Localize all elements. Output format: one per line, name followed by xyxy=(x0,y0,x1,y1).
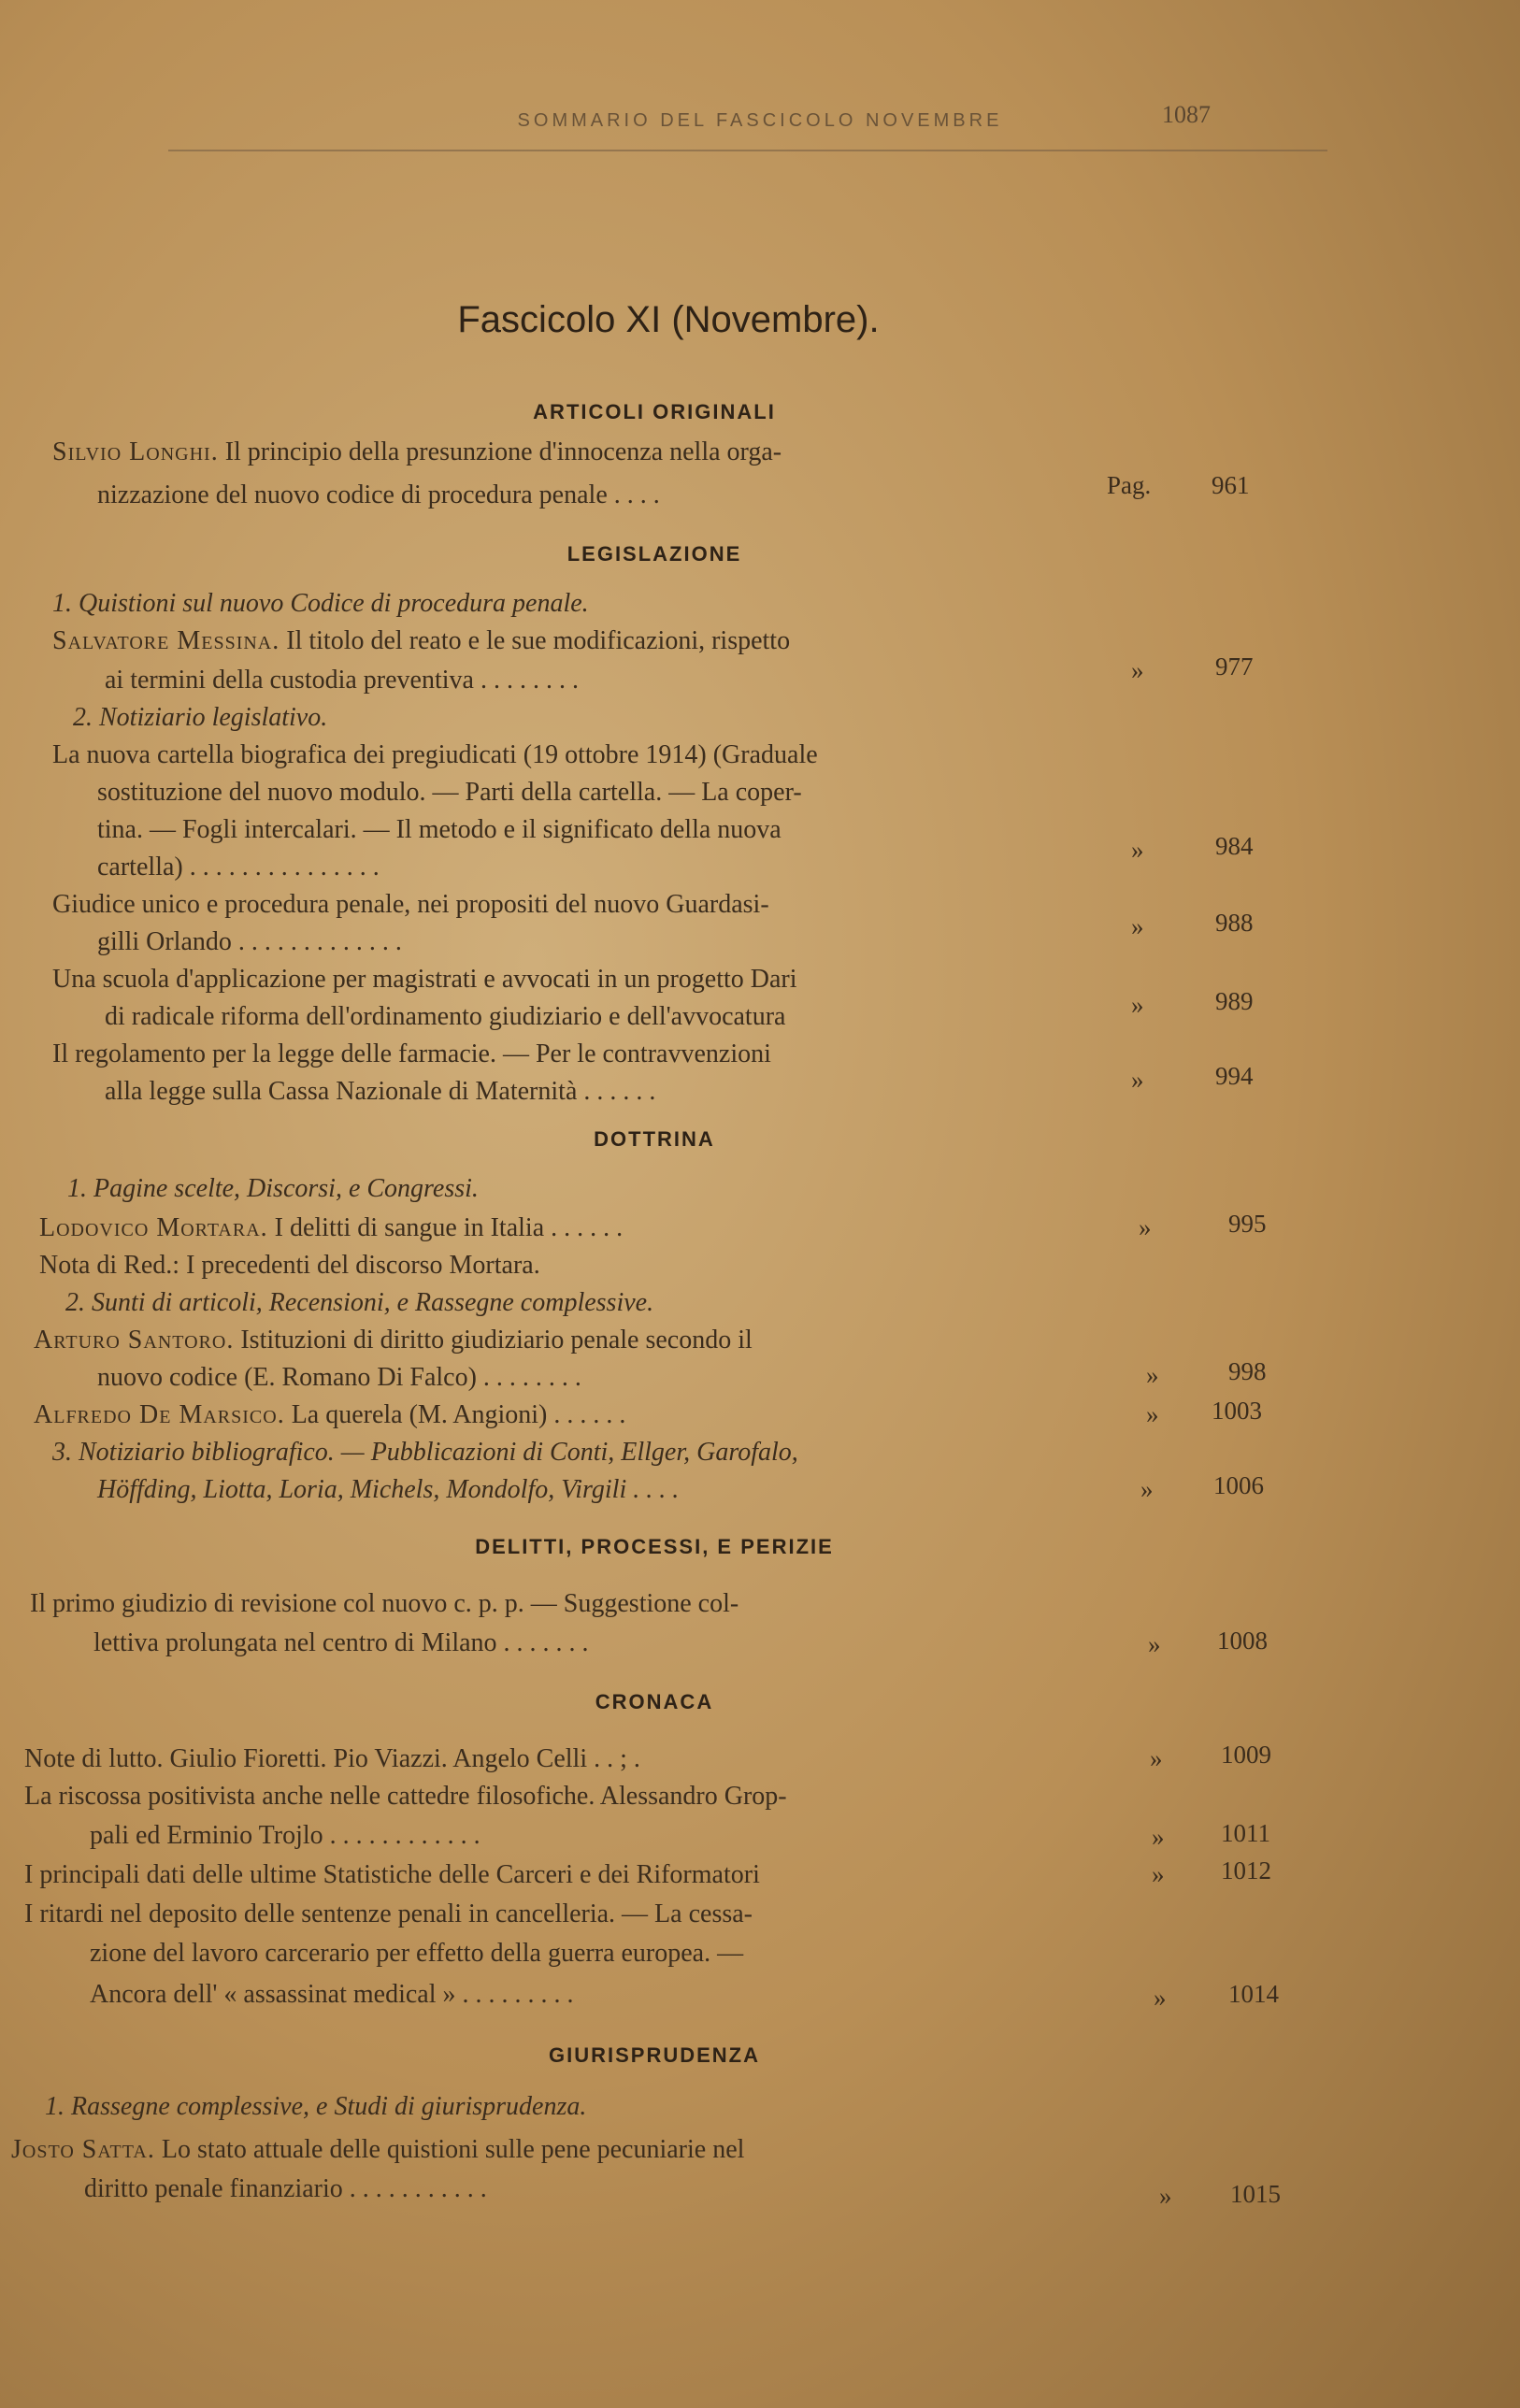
toc-entry-line: Ancora dell' « assassinat medical » . . . . . . . . . xyxy=(90,1980,574,2009)
toc-entry-line: La riscossa positivista anche nelle cattedre filosofiche. Alessandro Grop- xyxy=(24,1782,787,1811)
subsection-title: 1. Quistioni sul nuovo Codice di procedura penale. xyxy=(52,589,589,618)
section-heading-cronaca: CRONACA xyxy=(595,1690,714,1713)
toc-entry-line: zione del lavoro carcerario per effetto della guerra europea. — xyxy=(90,1939,744,1968)
ditto-mark: » xyxy=(1140,1475,1154,1503)
toc-entry-line: 3. Notiziario bibliografico. — Pubblicazioni di Conti, Ellger, Garofalo, xyxy=(52,1438,798,1467)
toc-entry-line: alla legge sulla Cassa Nazionale di Maternità . . . . . . xyxy=(105,1077,656,1106)
toc-entry-line: Alfredo De Marsico. La querela (M. Angioni) . . . . . . xyxy=(34,1400,626,1429)
page-ref: 998 xyxy=(1228,1357,1267,1385)
toc-entry-line: Josto Satta. Lo stato attuale delle quistioni sulle pene pecuniarie nel xyxy=(11,2135,745,2164)
running-head: SOMMARIO DEL FASCICOLO NOVEMBRE xyxy=(517,110,1003,131)
toc-entry-line: I ritardi nel deposito delle sentenze penali in cancelleria. — La cessa- xyxy=(24,1899,753,1928)
subsection-title: 2. Sunti di articoli, Recensioni, e Rassegne complessive. xyxy=(65,1288,654,1317)
toc-entry-line: cartella) . . . . . . . . . . . . . . . xyxy=(97,853,380,882)
page-ref: 1008 xyxy=(1217,1627,1268,1655)
toc-entry-line: I principali dati delle ultime Statistiche delle Carceri e dei Riformatori xyxy=(24,1860,760,1889)
ditto-mark: » xyxy=(1139,1213,1152,1241)
page-ref: 989 xyxy=(1215,987,1254,1015)
ditto-mark: » xyxy=(1131,656,1144,684)
page-ref: 1003 xyxy=(1212,1397,1262,1425)
page-ref: 1014 xyxy=(1228,1980,1279,2008)
toc-entry-line: Höffding, Liotta, Loria, Michels, Mondolfo, Virgili . . . . xyxy=(97,1475,680,1504)
page-ref: 984 xyxy=(1215,832,1254,860)
toc-entry-line: La nuova cartella biografica dei pregiudicati (19 ottobre 1914) (Graduale xyxy=(52,740,818,769)
page-ref: 977 xyxy=(1215,652,1254,681)
page-ref: 1011 xyxy=(1221,1819,1270,1847)
toc-entry-line: diritto penale finanziario . . . . . . . . . . . xyxy=(84,2174,487,2203)
header-rule xyxy=(168,150,1327,151)
toc-entry-line: Note di lutto. Giulio Fioretti. Pio Viazzi. Angelo Celli . . ; . xyxy=(24,1744,640,1773)
ditto-mark: » xyxy=(1146,1400,1159,1428)
author-name: Arturo Santoro. xyxy=(34,1326,235,1354)
section-heading-giurisprudenza: GIURISPRUDENZA xyxy=(548,2043,760,2067)
page-ref: 1006 xyxy=(1213,1471,1264,1499)
ditto-mark: » xyxy=(1146,1361,1159,1389)
ditto-mark: » xyxy=(1152,1860,1165,1888)
toc-entry-line: pali ed Erminio Trojlo . . . . . . . . . . . . xyxy=(90,1821,480,1850)
author-name: Alfredo De Marsico. xyxy=(34,1400,285,1429)
page-ref: 994 xyxy=(1215,1062,1254,1090)
page-ref: 1009 xyxy=(1221,1741,1271,1769)
toc-entry-line: Salvatore Messina. Il titolo del reato e le sue modificazioni, rispetto xyxy=(52,626,791,655)
ditto-mark: » xyxy=(1131,836,1144,864)
author-name: Josto Satta. xyxy=(11,2135,155,2164)
ditto-mark: » xyxy=(1148,1630,1161,1658)
toc-entry-line: Giudice unico e procedura penale, nei propositi del nuovo Guardasi- xyxy=(52,890,769,919)
ditto-mark: » xyxy=(1152,1823,1165,1851)
toc-entry-line: nuovo codice (E. Romano Di Falco) . . . . . . . . xyxy=(97,1363,581,1392)
ditto-mark: » xyxy=(1154,1984,1167,2012)
section-heading-dottrina: DOTTRINA xyxy=(594,1127,715,1151)
ditto-mark: » xyxy=(1150,1744,1163,1772)
section-heading-delitti: DELITTI, PROCESSI, E PERIZIE xyxy=(475,1535,834,1558)
author-name: Lodovico Mortara. xyxy=(39,1213,268,1242)
toc-entry-line: Il regolamento per la legge delle farmacie. — Per le contravvenzioni xyxy=(52,1039,771,1068)
ditto-mark: » xyxy=(1159,2182,1172,2210)
author-name: Silvio Longhi. xyxy=(52,437,219,466)
subsection-title: 1. Pagine scelte, Discorsi, e Congressi. xyxy=(67,1174,479,1203)
ditto-mark: » xyxy=(1131,1066,1144,1094)
page-ref: 1012 xyxy=(1221,1856,1271,1885)
toc-entry-line: Arturo Santoro. Istituzioni di diritto giudiziario penale secondo il xyxy=(34,1326,753,1354)
toc-entry-line: Una scuola d'applicazione per magistrati e avvocati in un progetto Dari xyxy=(52,965,797,994)
toc-entry-line: Nota di Red.: I precedenti del discorso Mortara. xyxy=(39,1251,540,1280)
toc-entry-line: sostituzione del nuovo modulo. — Parti della cartella. — La coper- xyxy=(97,778,802,807)
page-ref: 988 xyxy=(1215,909,1254,937)
toc-entry-line: tina. — Fogli intercalari. — Il metodo e il significato della nuova xyxy=(97,815,782,844)
ditto-mark: » xyxy=(1131,912,1144,940)
ditto-mark: » xyxy=(1131,991,1144,1019)
subsection-title: 2. Notiziario legislativo. xyxy=(73,703,328,732)
issue-title: Fascicolo XI (Novembre). xyxy=(457,299,880,340)
section-heading-legislazione: LEGISLAZIONE xyxy=(566,542,742,566)
subsection-title: 3. Notiziario bibliografico. — xyxy=(52,1438,365,1467)
page-ref: 995 xyxy=(1228,1210,1267,1238)
pag-label: Pag. xyxy=(1107,471,1152,499)
toc-entry-line: Silvio Longhi. Il principio della presunzione d'innocenza nella orga- xyxy=(52,437,782,466)
toc-entry-line: Lodovico Mortara. I delitti di sangue in Italia . . . . . . xyxy=(39,1213,624,1242)
toc-entry-line: di radicale riforma dell'ordinamento giudiziario e dell'avvocatura xyxy=(105,1002,786,1031)
subsection-title: 1. Rassegne complessive, e Studi di giurisprudenza. xyxy=(45,2092,587,2121)
toc-entry-line: lettiva prolungata nel centro di Milano . . . . . . . xyxy=(93,1628,589,1657)
toc-entry-line: nizzazione del nuovo codice di procedura penale . . . . xyxy=(97,480,660,509)
toc-entry-line: Il primo giudizio di revisione col nuovo c. p. p. — Suggestione col- xyxy=(30,1589,739,1618)
author-name: Salvatore Messina. xyxy=(52,626,280,655)
page-ref: 961 xyxy=(1212,471,1250,499)
page-ref: 1015 xyxy=(1230,2180,1281,2208)
toc-entry-line: ai termini della custodia preventiva . . . . . . . . xyxy=(105,666,579,695)
toc-entry-line: gilli Orlando . . . . . . . . . . . . . xyxy=(97,927,402,956)
section-heading-articoli: ARTICOLI ORIGINALI xyxy=(533,400,776,423)
page-number: 1087 xyxy=(1162,101,1211,128)
